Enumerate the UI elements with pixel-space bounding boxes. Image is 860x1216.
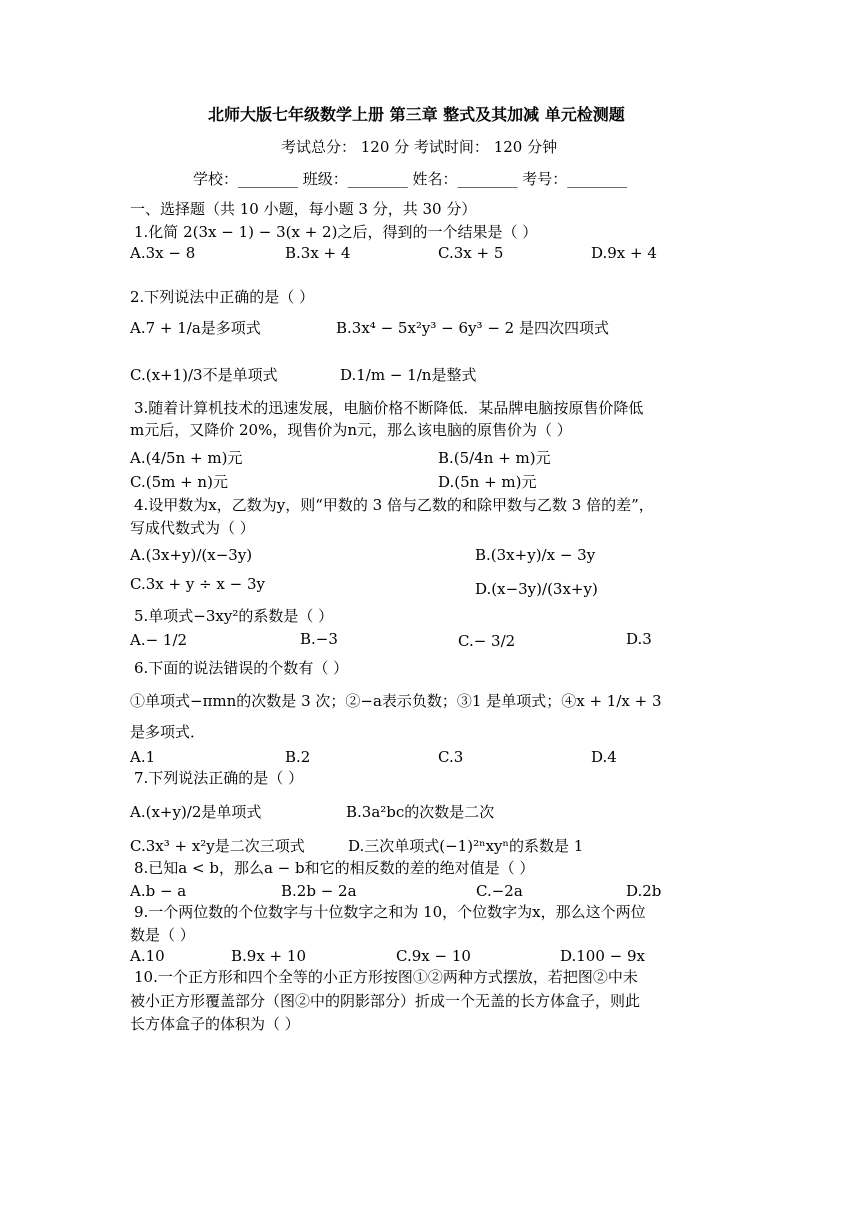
- q8-option-c: C.−2a: [476, 882, 523, 900]
- q5-option-b: B.−3: [300, 630, 338, 648]
- q3-option-d: D.(5n + m)元: [438, 473, 537, 491]
- q9-option-d: D.100 − 9x: [560, 947, 645, 965]
- q9-option-a: A.10: [130, 947, 165, 965]
- q4-option-b: B.(3x+y)/x − 3y: [475, 546, 596, 564]
- student-info-fields: 学校：________ 班级：________ 姓名：________ 考号：________: [193, 170, 628, 188]
- q4-option-d: D.(x−3y)/(3x+y): [475, 580, 598, 598]
- question-5-stem: 5.单项式−3xy²的系数是（ ）: [134, 607, 334, 625]
- question-2-stem: 2.下列说法中正确的是（ ）: [130, 288, 315, 306]
- q3-option-a: A.(4/5n + m)元: [130, 449, 243, 467]
- question-6-stem: 6.下面的说法错误的个数有（ ）: [134, 659, 349, 677]
- q5-option-c: C.− 3/2: [458, 632, 516, 650]
- question-1-stem: 1.化简 2(3x − 1) − 3(x + 2)之后，得到的一个结果是（ ）: [134, 223, 538, 241]
- q1-option-d: D.9x + 4: [591, 244, 657, 262]
- section-heading: 一、选择题（共 10 小题，每小题 3 分，共 30 分）: [130, 200, 477, 218]
- q3-option-b: B.(5/4n + m)元: [438, 449, 551, 467]
- q6-option-d: D.4: [591, 748, 617, 766]
- question-6-statements-line2: 是多项式．: [130, 723, 206, 741]
- q1-option-a: A.3x − 8: [130, 244, 196, 262]
- q8-option-d: D.2b: [626, 882, 662, 900]
- q9-option-b: B.9x + 10: [231, 947, 306, 965]
- q2-option-b: B.3x⁴ − 5x²y³ − 6y³ − 2 是四次四项式: [336, 319, 609, 337]
- q7-option-c: C.3x³ + x²y是二次三项式: [130, 837, 305, 855]
- question-9-stem-line2: 数是（ ）: [130, 926, 195, 944]
- question-10-stem-line2: 被小正方形覆盖部分（图②中的阴影部分）折成一个无盖的长方体盒子，则此: [130, 992, 641, 1010]
- question-10-stem-line3: 长方体盒子的体积为（ ）: [130, 1015, 300, 1033]
- q6-option-a: A.1: [130, 748, 156, 766]
- q3-option-c: C.(5m + n)元: [130, 473, 228, 491]
- q5-option-a: A.− 1/2: [130, 631, 188, 649]
- q8-option-a: A.b − a: [130, 882, 187, 900]
- q2-option-d: D.1/m − 1/n是整式: [340, 366, 477, 384]
- question-6-statements-line1: ①单项式−πmn的次数是 3 次；②−a表示负数；③1 是单项式；④x + 1/x + 3: [130, 692, 662, 710]
- q7-option-b: B.3a²bc的次数是二次: [346, 803, 495, 821]
- q9-option-c: C.9x − 10: [396, 947, 471, 965]
- question-4-stem-line1: 4.设甲数为x，乙数为y，则“甲数的 3 倍与乙数的和除甲数与乙数 3 倍的差”，: [134, 496, 654, 514]
- question-3-stem-line2: m元后，又降价 20%，现售价为n元，那么该电脑的原售价为（ ）: [130, 421, 572, 439]
- q7-option-d: D.三次单项式(−1)²ⁿxyⁿ的系数是 1: [348, 837, 584, 855]
- q4-option-c: C.3x + y ÷ x − 3y: [130, 575, 265, 593]
- q6-option-c: C.3: [438, 748, 464, 766]
- q1-option-b: B.3x + 4: [285, 244, 351, 262]
- question-9-stem-line1: 9.一个两位数的个位数字与十位数字之和为 10，个位数字为x，那么这个两位: [134, 903, 646, 921]
- question-8-stem: 8.已知a < b，那么a − b和它的相反数的差的绝对值是（ ）: [134, 859, 535, 877]
- q6-option-b: B.2: [285, 748, 311, 766]
- question-7-stem: 7.下列说法正确的是（ ）: [134, 769, 304, 787]
- question-10-stem-line1: 10.一个正方形和四个全等的小正方形按图①②两种方式摆放，若把图②中未: [134, 968, 638, 986]
- q5-option-d: D.3: [626, 630, 652, 648]
- question-3-stem-line1: 3.随着计算机技术的迅速发展，电脑价格不断降低．某品牌电脑按原售价降低: [134, 399, 644, 417]
- q2-option-a: A.7 + 1/a是多项式: [130, 319, 261, 337]
- page-title: 北师大版七年级数学上册 第三章 整式及其加减 单元检测题: [208, 105, 625, 124]
- q2-option-c: C.(x+1)/3不是单项式: [130, 366, 278, 384]
- exam-info: 考试总分： 120 分 考试时间： 120 分钟: [281, 138, 558, 156]
- q4-option-a: A.(3x+y)/(x−3y): [130, 546, 253, 564]
- q1-option-c: C.3x + 5: [438, 244, 504, 262]
- q8-option-b: B.2b − 2a: [281, 882, 357, 900]
- q7-option-a: A.(x+y)/2是单项式: [130, 803, 262, 821]
- question-4-stem-line2: 写成代数式为（ ）: [130, 519, 255, 537]
